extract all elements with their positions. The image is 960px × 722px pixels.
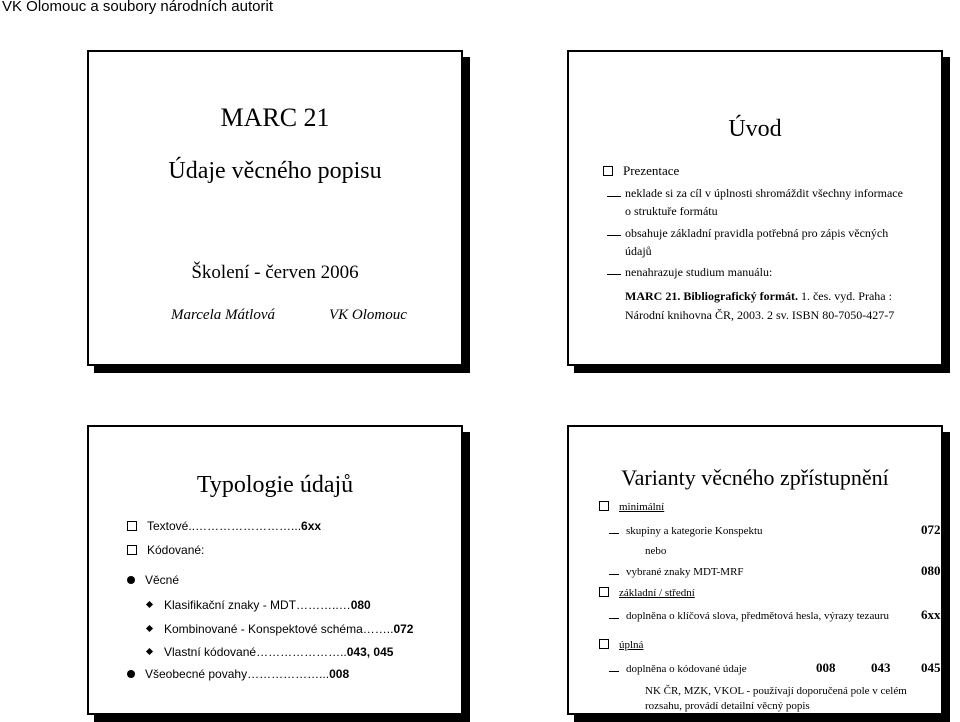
checkbox-bullet-icon <box>603 166 613 176</box>
value-043: 043 <box>871 660 891 675</box>
slide4-title: Varianty věcného zpřístupnění <box>621 465 889 490</box>
label: úplná <box>619 639 644 651</box>
item-text: údajů <box>625 244 652 258</box>
slide1-org: VK Olomouc <box>329 307 407 323</box>
item-text: neklade si za cíl v úplnosti shromáždit všechny informace <box>625 186 903 200</box>
row-vseob <box>127 667 349 681</box>
dash-icon <box>609 533 619 534</box>
slide1-subtitle: Údaje věcného popisu <box>168 158 382 184</box>
row-komb <box>147 622 413 636</box>
slide2-bullet <box>603 163 679 179</box>
slide3-title: Typologie údajů <box>196 472 354 498</box>
reference-rest: 1. čes. vyd. Praha : <box>797 289 892 303</box>
slide-title <box>87 50 463 366</box>
diamond-bullet-icon <box>146 625 153 632</box>
bullet-dot-icon <box>127 576 135 584</box>
diamond-bullet-icon <box>146 601 153 608</box>
slide2-title: Úvod <box>728 116 782 142</box>
value-6xx: 6xx <box>921 607 941 622</box>
value-008: 008 <box>816 660 836 675</box>
dash-icon <box>609 574 619 575</box>
label: Vlastní kódované <box>164 645 257 659</box>
reference-line2: Národní knihovna ČR, 2003. 2 sv. ISBN 80-7050-427-7 <box>625 308 895 322</box>
bullet-label: Prezentace <box>623 163 680 178</box>
item-text: o struktuře formátu <box>625 204 718 218</box>
dash-icon <box>609 671 619 672</box>
label: Kódované: <box>147 543 205 557</box>
row-textove <box>127 519 321 533</box>
value-072: 072 <box>921 522 941 537</box>
item-text: obsahuje základní pravidla potřebná pro zápis věcných <box>625 226 889 240</box>
label: Textové.. <box>147 519 196 533</box>
row-vecne <box>127 573 179 587</box>
value-045: 045 <box>921 660 941 675</box>
checkbox-bullet-icon <box>127 521 137 531</box>
reference <box>625 289 892 304</box>
label-nebo: nebo <box>645 545 667 557</box>
slide-typologie <box>87 425 463 715</box>
slide1-event: Školení - červen 2006 <box>191 262 359 283</box>
dash-icon <box>607 235 621 236</box>
checkbox-bullet-icon <box>599 501 609 511</box>
bullet-dot-icon <box>127 670 135 678</box>
value: 072 <box>393 622 414 636</box>
dash-icon <box>607 274 621 275</box>
label-skupiny: skupiny a kategorie Konspektu <box>626 525 763 537</box>
label-doplnena2: doplněna o kódované údaje <box>626 663 747 675</box>
row-uplna <box>599 639 643 651</box>
value-080: 080 <box>921 563 941 578</box>
row-kodovane <box>127 543 204 557</box>
slide-varianty <box>567 425 943 715</box>
page-header: VK Olomouc a soubory národních autorit <box>2 0 273 15</box>
dots: ………………….. <box>256 645 347 659</box>
row-klas <box>147 598 371 612</box>
slide1-title: MARC 21 <box>220 103 330 132</box>
value: 043, 045 <box>346 645 394 659</box>
value: 008 <box>329 667 350 681</box>
row-vlastni <box>147 645 393 659</box>
label-vybrane: vybrané znaky MDT-MRF <box>626 566 744 578</box>
dots: ……………………... <box>195 519 302 533</box>
dots: ………………... <box>247 667 330 681</box>
slide1-author: Marcela Mátlová <box>171 307 275 323</box>
label: Všeobecné povahy <box>145 667 248 681</box>
dots: ………..… <box>296 598 351 612</box>
diamond-bullet-icon <box>146 648 153 655</box>
item-text: nenahrazuje studium manuálu: <box>625 265 773 279</box>
dash-icon <box>609 618 619 619</box>
dash-icon <box>607 196 621 197</box>
row-minimalni <box>599 501 664 513</box>
label: Kombinované - Konspektové schéma <box>164 622 363 636</box>
label-doplnena: doplněna o klíčová slova, předmětová hesla, výrazy tezauru <box>626 610 889 622</box>
label: Klasifikační znaky - MDT <box>164 598 297 612</box>
checkbox-bullet-icon <box>599 639 609 649</box>
checkbox-bullet-icon <box>599 587 609 597</box>
label: základní / střední <box>619 587 695 599</box>
label: Věcné <box>145 573 180 587</box>
note-line2: rozsahu, provádí detailní věcný popis <box>645 700 810 712</box>
slide-uvod <box>567 50 943 366</box>
dots: …….. <box>362 622 394 636</box>
note-line1: NK ČR, MZK, VKOL - používají doporučená pole v celém <box>645 685 907 697</box>
row-zakladni <box>599 587 695 599</box>
label: minimální <box>619 501 665 513</box>
checkbox-bullet-icon <box>127 545 137 555</box>
value: 6xx <box>301 519 322 533</box>
value: 080 <box>350 598 371 612</box>
reference-bold: MARC 21. Bibliografický formát. <box>625 289 798 303</box>
